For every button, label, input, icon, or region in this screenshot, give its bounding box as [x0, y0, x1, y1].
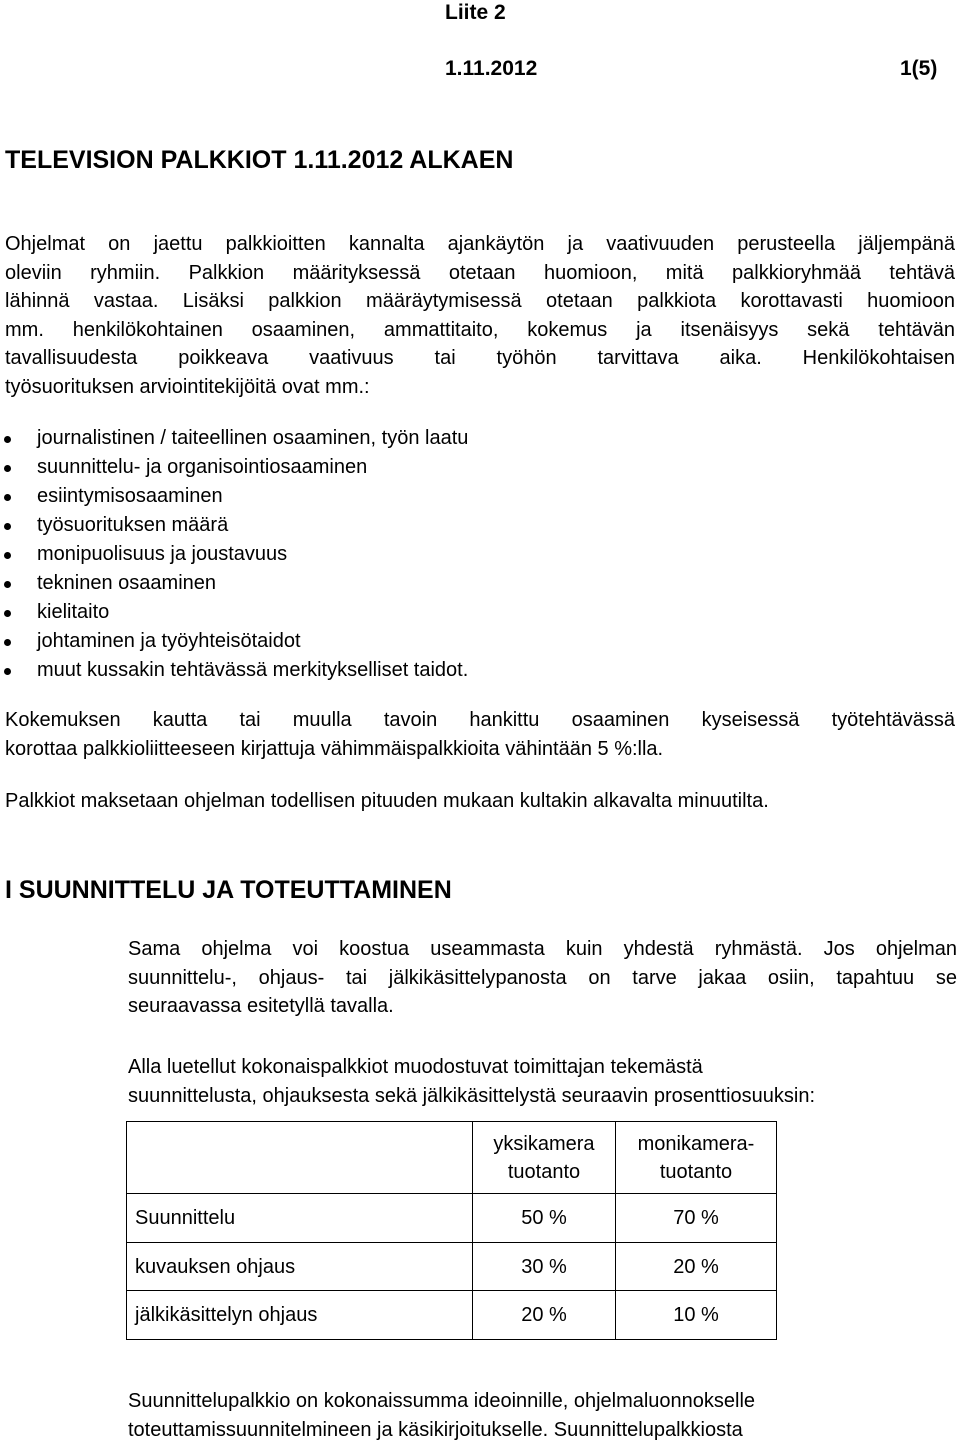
- table-row: [127, 1243, 777, 1291]
- list-item-text: esiintymisosaaminen: [37, 485, 223, 507]
- text-line: toteuttamissuunnitelmineen ja käsikirjoitukselle. Suunnittelupalkkiosta: [128, 1418, 743, 1441]
- list-item-text: tekninen osaaminen: [37, 572, 217, 594]
- column-header-single-camera: [473, 1122, 616, 1194]
- header-line: yksikamera: [493, 1132, 595, 1155]
- share-table: [126, 1121, 777, 1340]
- assessment-criteria-list: [0, 424, 700, 685]
- header-line: tuotanto: [659, 1160, 733, 1183]
- bullet-icon: [4, 523, 11, 530]
- list-item: [0, 569, 700, 598]
- text-line: korottaa palkkioliitteeseen kirjattuja vähimmäispalkkioita vähintään 5 %:lla.: [5, 737, 664, 760]
- bullet-icon: [4, 436, 11, 443]
- document-date: 1.11.2012: [445, 57, 538, 80]
- text-line: suunnittelu-, ohjaus- tai jälkikäsittelypanosta on tarve jakaa osiin, tapahtuu se: [128, 966, 957, 989]
- row-label: kuvauksen ohjaus: [127, 1243, 473, 1291]
- page-number: 1(5): [900, 57, 938, 80]
- multi-camera-value: 20 %: [616, 1243, 777, 1291]
- text-line: Ohjelmat on jaettu palkkioitten kannalta ajankäytön ja vaativuuden perusteella jäljempänä: [5, 233, 955, 255]
- text-line: Sama ohjelma voi koostua useammasta kuin yhdestä ryhmästä. Jos ohjelman: [128, 938, 957, 960]
- text-line: työsuorituksen arviointitekijöitä ovat mm.:: [5, 375, 370, 398]
- text-line: oleviin ryhmiin. Palkkion määrityksessä otetaan huomioon, mitä palkkioryhmää tehtävä: [5, 261, 955, 284]
- list-item: [0, 453, 700, 482]
- list-item: [0, 598, 700, 627]
- header-line: monikamera-: [637, 1132, 755, 1155]
- list-item: [0, 627, 700, 656]
- payment-paragraph: Palkkiot maksetaan ohjelman todellisen pituuden mukaan kultakin alkavalta minuutilta.: [5, 790, 769, 812]
- intro-paragraph: [5, 230, 955, 401]
- row-label: Suunnittelu: [127, 1194, 473, 1243]
- list-item: [0, 424, 700, 453]
- single-camera-value: 30 %: [473, 1243, 616, 1291]
- document-title: TELEVISION PALKKIOT 1.11.2012 ALKAEN: [5, 146, 514, 174]
- single-camera-value: 20 %: [473, 1291, 616, 1340]
- section-paragraph: [128, 1387, 957, 1444]
- text-line: Kokemuksen kautta tai muulla tavoin hankittu osaaminen kyseisessä työtehtävässä: [5, 709, 955, 731]
- bullet-icon: [4, 668, 11, 675]
- list-item: [0, 511, 700, 540]
- list-item-text: muut kussakin tehtävässä merkitykselliset taidot.: [37, 659, 469, 681]
- single-camera-value: 50 %: [473, 1194, 616, 1243]
- multi-camera-value: 10 %: [616, 1291, 777, 1340]
- multi-camera-value: 70 %: [616, 1194, 777, 1243]
- text-line: tavallisuudesta poikkeava vaativuus tai työhön tarvittava aika. Henkilökohtaisen: [5, 347, 955, 369]
- bullet-icon: [4, 639, 11, 646]
- list-item: [0, 656, 700, 685]
- bullet-icon: [4, 494, 11, 501]
- table-header-row: [127, 1122, 777, 1194]
- bullet-icon: [4, 581, 11, 588]
- text-line: lähinnä vastaa. Lisäksi palkkion määräytymisessä otetaan palkkiota korottavasti huomioon: [5, 290, 955, 312]
- row-label: jälkikäsittelyn ohjaus: [127, 1291, 473, 1340]
- column-header-multi-camera: [616, 1122, 777, 1194]
- bullet-icon: [4, 610, 11, 617]
- bullet-icon: [4, 552, 11, 559]
- list-item: [0, 482, 700, 511]
- table-row: [127, 1291, 777, 1340]
- experience-paragraph: [5, 706, 955, 763]
- table-row: [127, 1194, 777, 1243]
- text-line: suunnittelusta, ohjauksesta sekä jälkikäsittelystä seuraavin prosenttiosuuksin:: [128, 1084, 816, 1107]
- text-line: mm. henkilökohtainen osaaminen, ammattitaito, kokemus ja itsenäisyys sekä tehtävän: [5, 318, 955, 341]
- list-item-text: monipuolisuus ja joustavuus: [37, 543, 288, 565]
- table-corner-cell: [127, 1122, 473, 1194]
- section-paragraph: [128, 1053, 957, 1110]
- text-line: Alla luetellut kokonaispalkkiot muodostuvat toimittajan tekemästä: [128, 1056, 703, 1078]
- list-item-text: suunnittelu- ja organisointiosaaminen: [37, 456, 368, 478]
- list-item-text: kielitaito: [37, 601, 110, 623]
- section-paragraph: [128, 935, 957, 1021]
- section-heading: I SUUNNITTELU JA TOTEUTTAMINEN: [5, 876, 452, 904]
- appendix-label: Liite 2: [445, 1, 506, 24]
- list-item-text: johtaminen ja työyhteisötaidot: [37, 630, 301, 652]
- list-item-text: journalistinen / taiteellinen osaaminen, työn laatu: [37, 427, 469, 449]
- list-item: [0, 540, 700, 569]
- header-line: tuotanto: [507, 1160, 581, 1183]
- list-item-text: työsuorituksen määrä: [37, 514, 229, 536]
- text-line: Suunnittelupalkkio on kokonaissumma ideoinnille, ohjelmaluonnokselle: [128, 1390, 756, 1412]
- bullet-icon: [4, 465, 11, 472]
- text-line: seuraavassa esitetyllä tavalla.: [128, 995, 394, 1017]
